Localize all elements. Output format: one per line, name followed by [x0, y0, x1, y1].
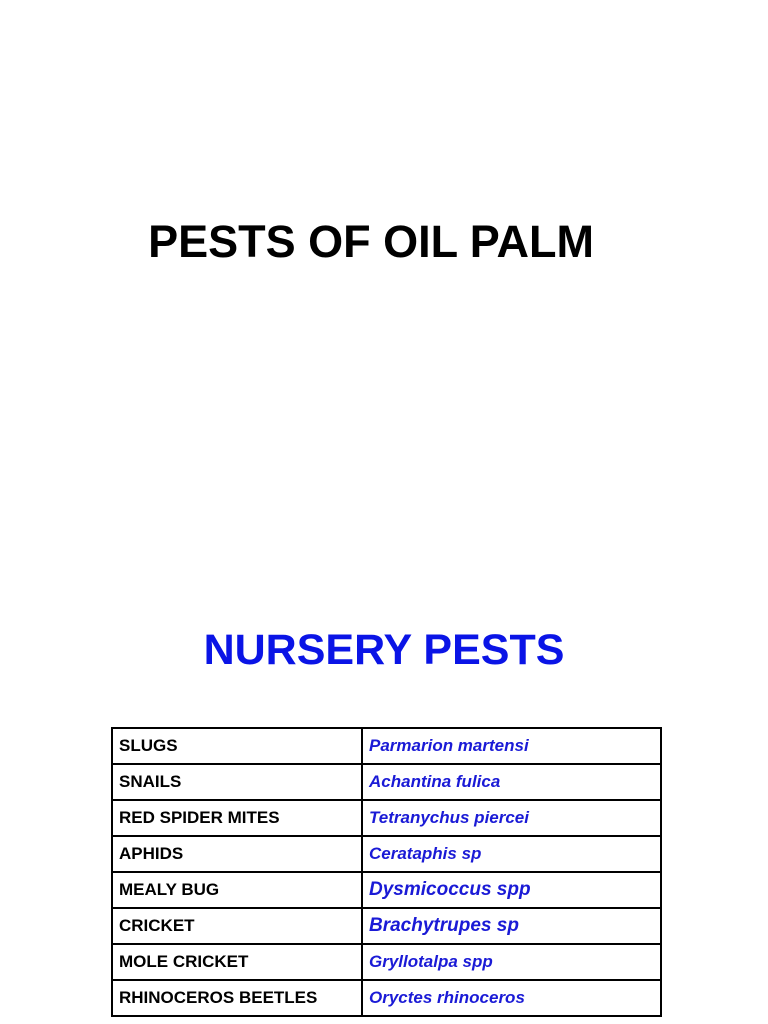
scientific-name-cell: Dysmicoccus spp: [362, 872, 661, 908]
table-row: [112, 980, 661, 1016]
table-row: [112, 836, 661, 872]
common-name-cell: MEALY BUG: [112, 872, 362, 908]
common-name-cell: SLUGS: [112, 728, 362, 764]
scientific-name-cell: Cerataphis sp: [362, 836, 661, 872]
table-row: [112, 944, 661, 980]
scientific-name-cell: Brachytrupes sp: [362, 908, 661, 944]
table-row: [112, 800, 661, 836]
common-name-cell: RHINOCEROS BEETLES: [112, 980, 362, 1016]
common-name-cell: APHIDS: [112, 836, 362, 872]
scientific-name-cell: Gryllotalpa spp: [362, 944, 661, 980]
scientific-name-cell: Achantina fulica: [362, 764, 661, 800]
common-name-cell: RED SPIDER MITES: [112, 800, 362, 836]
page-title: PESTS OF OIL PALM: [148, 216, 594, 267]
table-row: [112, 764, 661, 800]
scientific-name-cell: Oryctes rhinoceros: [362, 980, 661, 1016]
pest-table: [111, 727, 662, 1017]
table-row: [112, 908, 661, 944]
table-row: [112, 728, 661, 764]
table-row: [112, 872, 661, 908]
section-title: NURSERY PESTS: [203, 626, 565, 674]
common-name-cell: MOLE CRICKET: [112, 944, 362, 980]
common-name-cell: SNAILS: [112, 764, 362, 800]
scientific-name-cell: Parmarion martensi: [362, 728, 661, 764]
common-name-cell: CRICKET: [112, 908, 362, 944]
scientific-name-cell: Tetranychus piercei: [362, 800, 661, 836]
